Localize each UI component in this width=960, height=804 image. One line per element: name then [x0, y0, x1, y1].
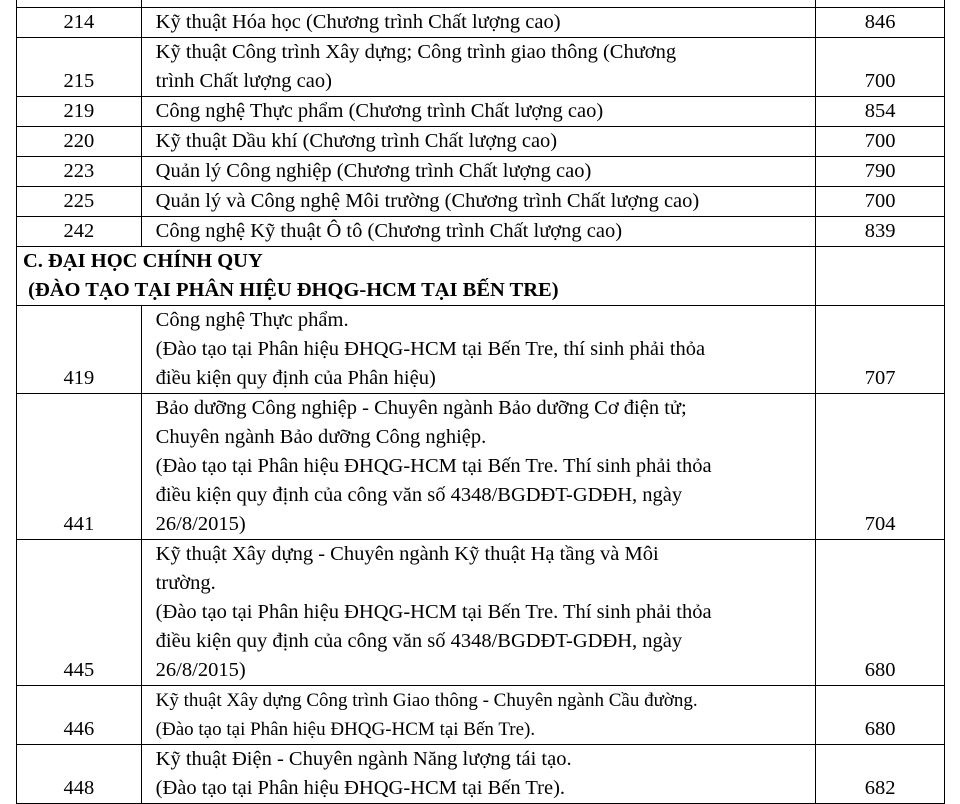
major-name: [141, 187, 816, 217]
major-name: [141, 157, 816, 187]
major-name-line: (Đào tạo tại Phân hiệu ĐHQG-HCM tại Bến Tre. Thí sinh phải thỏa: [155, 455, 712, 477]
major-code: 214: [17, 8, 142, 38]
major-name-line: điều kiện quy định của công văn số 4348/BGDĐT-GDĐH, ngày: [155, 630, 683, 652]
table-row: [17, 540, 945, 686]
table-row: [17, 38, 945, 97]
section-title: C. ĐẠI HỌC CHÍNH QUY: [23, 250, 263, 272]
major-name-line: Công nghệ Kỹ thuật Ô tô (Chương trình Chất lượng cao): [155, 220, 623, 242]
major-name-line: Kỹ thuật Công trình Xây dựng; Công trình giao thông (Chương: [155, 41, 677, 63]
admission-score: 707: [816, 306, 945, 394]
major-name: [141, 127, 816, 157]
admission-score: 846: [816, 8, 945, 38]
major-code: 446: [17, 686, 142, 745]
major-code: 219: [17, 97, 142, 127]
table-row: [17, 157, 945, 187]
major-name-line: Bảo dưỡng Công nghiệp - Chuyên ngành Bảo dưỡng Cơ điện tử;: [155, 397, 687, 419]
major-name: [141, 540, 816, 686]
admission-score: 700: [816, 38, 945, 97]
major-name: [141, 8, 816, 38]
code-cell: [17, 0, 142, 8]
major-name: [141, 38, 816, 97]
admission-score: 700: [816, 127, 945, 157]
major-name-line: Kỹ thuật Điện - Chuyên ngành Năng lượng tái tạo.: [155, 748, 572, 770]
major-name: [141, 394, 816, 540]
major-code: 215: [17, 38, 142, 97]
table-row: [17, 97, 945, 127]
major-code: 223: [17, 157, 142, 187]
major-name-line: (Đào tạo tại Phân hiệu ĐHQG-HCM tại Bến Tre).: [155, 719, 536, 740]
admission-score: 839: [816, 217, 945, 247]
admission-score: 704: [816, 394, 945, 540]
major-name: [141, 97, 816, 127]
admission-score-table: [16, 0, 945, 804]
table-row: [17, 745, 945, 804]
section-score-cell: [816, 247, 945, 306]
major-name-line: điều kiện quy định của công văn số 4348/BGDĐT-GDĐH, ngày: [155, 484, 683, 506]
major-name-line: (Đào tạo tại Phân hiệu ĐHQG-HCM tại Bến Tre. Thí sinh phải thỏa: [155, 601, 712, 623]
major-code: 225: [17, 187, 142, 217]
major-name: [141, 217, 816, 247]
score-cell: [816, 0, 945, 8]
major-name-line: Quản lý Công nghiệp (Chương trình Chất lượng cao): [155, 160, 592, 182]
major-name: [141, 686, 816, 745]
table-row: [17, 187, 945, 217]
table-row: [17, 394, 945, 540]
table-body-bottom: [17, 306, 945, 804]
major-name-line: điều kiện quy định của Phân hiệu): [155, 367, 436, 389]
table-body-top: [17, 0, 945, 247]
major-name-line: 26/8/2015): [155, 513, 246, 535]
major-name-line: trình Chất lượng cao): [155, 70, 332, 92]
section-c: [17, 247, 945, 306]
major-name-line: Kỹ thuật Xây dựng - Chuyên ngành Kỹ thuật Hạ tầng và Môi: [155, 543, 659, 565]
major-name-line: 26/8/2015): [155, 659, 246, 681]
major-name-line: trường.: [155, 572, 216, 594]
major-code: 445: [17, 540, 142, 686]
section-subtitle: (ĐÀO TẠO TẠI PHÂN HIỆU ĐHQG-HCM TẠI BẾN TRE): [23, 279, 559, 301]
major-code: 242: [17, 217, 142, 247]
table-row: [17, 686, 945, 745]
major-code: 441: [17, 394, 142, 540]
table-row: [17, 8, 945, 38]
section-row: [17, 247, 945, 306]
table-row: [17, 127, 945, 157]
major-name-line: (Đào tạo tại Phân hiệu ĐHQG-HCM tại Bến Tre).: [155, 777, 566, 799]
table-row: [17, 306, 945, 394]
major-name-line: Kỹ thuật Xây dựng Công trình Giao thông - Chuyên ngành Cầu đường.: [155, 690, 698, 711]
table-row: [17, 217, 945, 247]
name-cell: [141, 0, 816, 8]
admission-score: 682: [816, 745, 945, 804]
major-name-line: Công nghệ Thực phẩm (Chương trình Chất lượng cao): [155, 100, 604, 122]
major-name-line: Kỹ thuật Hóa học (Chương trình Chất lượng cao): [155, 11, 561, 33]
table-row-cut: [17, 0, 945, 8]
major-code: 419: [17, 306, 142, 394]
admission-score: 854: [816, 97, 945, 127]
section-heading: [17, 247, 816, 306]
major-name-line: (Đào tạo tại Phân hiệu ĐHQG-HCM tại Bến Tre, thí sinh phải thỏa: [155, 338, 706, 360]
major-name-line: Công nghệ Thực phẩm.: [155, 309, 349, 331]
major-name-line: Chuyên ngành Bảo dưỡng Công nghiệp.: [155, 426, 487, 448]
major-name: [141, 306, 816, 394]
major-code: 220: [17, 127, 142, 157]
admission-score: 680: [816, 540, 945, 686]
admission-score: 790: [816, 157, 945, 187]
major-code: 448: [17, 745, 142, 804]
admission-score: 700: [816, 187, 945, 217]
major-name-line: Quản lý và Công nghệ Môi trường (Chương trình Chất lượng cao): [155, 190, 700, 212]
major-name-line: Kỹ thuật Dầu khí (Chương trình Chất lượng cao): [155, 130, 558, 152]
admission-score: 680: [816, 686, 945, 745]
major-name: [141, 745, 816, 804]
